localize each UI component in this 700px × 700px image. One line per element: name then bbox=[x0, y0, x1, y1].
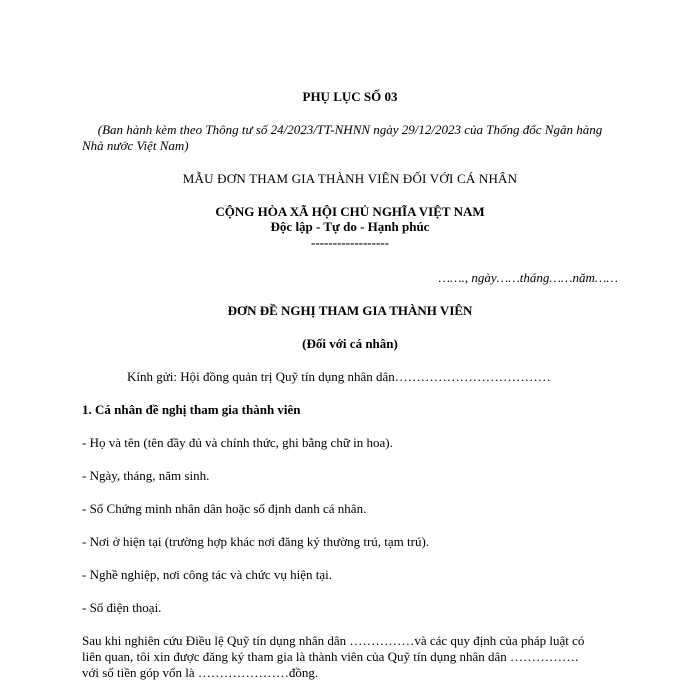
list-item: - Ngày, tháng, năm sinh. bbox=[82, 468, 210, 483]
application-title: ĐƠN ĐỀ NGHỊ THAM GIA THÀNH VIÊN bbox=[227, 303, 473, 318]
pledge-paragraph-line2: liên quan, tôi xin được đăng ký tham gia là thành viên của Quỹ tín dụng nhân dân ……………. bbox=[82, 649, 579, 664]
issued-note-line2: Nhà nước Việt Nam) bbox=[82, 138, 189, 153]
form-type-title: MẪU ĐƠN THAM GIA THÀNH VIÊN ĐỐI VỚI CÁ NHÂN bbox=[182, 171, 518, 186]
list-item: - Nơi ở hiện tại (trường hợp khác nơi đăng ký thường trú, tạm trú). bbox=[82, 534, 430, 549]
recipient-line: Kính gửi: Hội đồng quản trị Quỹ tín dụng nhân dân……………………………… bbox=[127, 369, 551, 384]
application-subtitle: (Đối với cá nhân) bbox=[302, 336, 398, 351]
motto-separator: ------------------ bbox=[311, 235, 389, 250]
list-item: - Họ và tên (tên đầy đủ và chính thức, ghi bằng chữ in hoa). bbox=[82, 435, 393, 450]
national-motto: Độc lập - Tự do - Hạnh phúc bbox=[270, 219, 430, 234]
section1-heading: 1. Cá nhân đề nghị tham gia thành viên bbox=[82, 402, 301, 417]
pledge-paragraph-line1: Sau khi nghiên cứu Điều lệ Quỹ tín dụng nhân dân ……………và các quy định của pháp luật có bbox=[82, 633, 585, 648]
list-item: - Số điện thoại. bbox=[82, 600, 162, 615]
list-item: - Nghề nghiệp, nơi công tác và chức vụ hiện tại. bbox=[82, 567, 333, 582]
appendix-title: PHỤ LỤC SỐ 03 bbox=[302, 89, 398, 104]
issued-note-line1: (Ban hành kèm theo Thông tư số 24/2023/TT-NHNN ngày 29/12/2023 của Thống đốc Ngân hàng bbox=[97, 122, 603, 137]
list-item: - Số Chứng minh nhân dân hoặc số định danh cá nhân. bbox=[82, 501, 367, 516]
national-name: CỘNG HÒA XÃ HỘI CHỦ NGHĨA VIỆT NAM bbox=[215, 204, 485, 219]
pledge-paragraph-line3: với số tiền góp vốn là …………………đồng. bbox=[82, 665, 319, 680]
date-line: ……., ngày……tháng……năm…… bbox=[438, 270, 618, 285]
